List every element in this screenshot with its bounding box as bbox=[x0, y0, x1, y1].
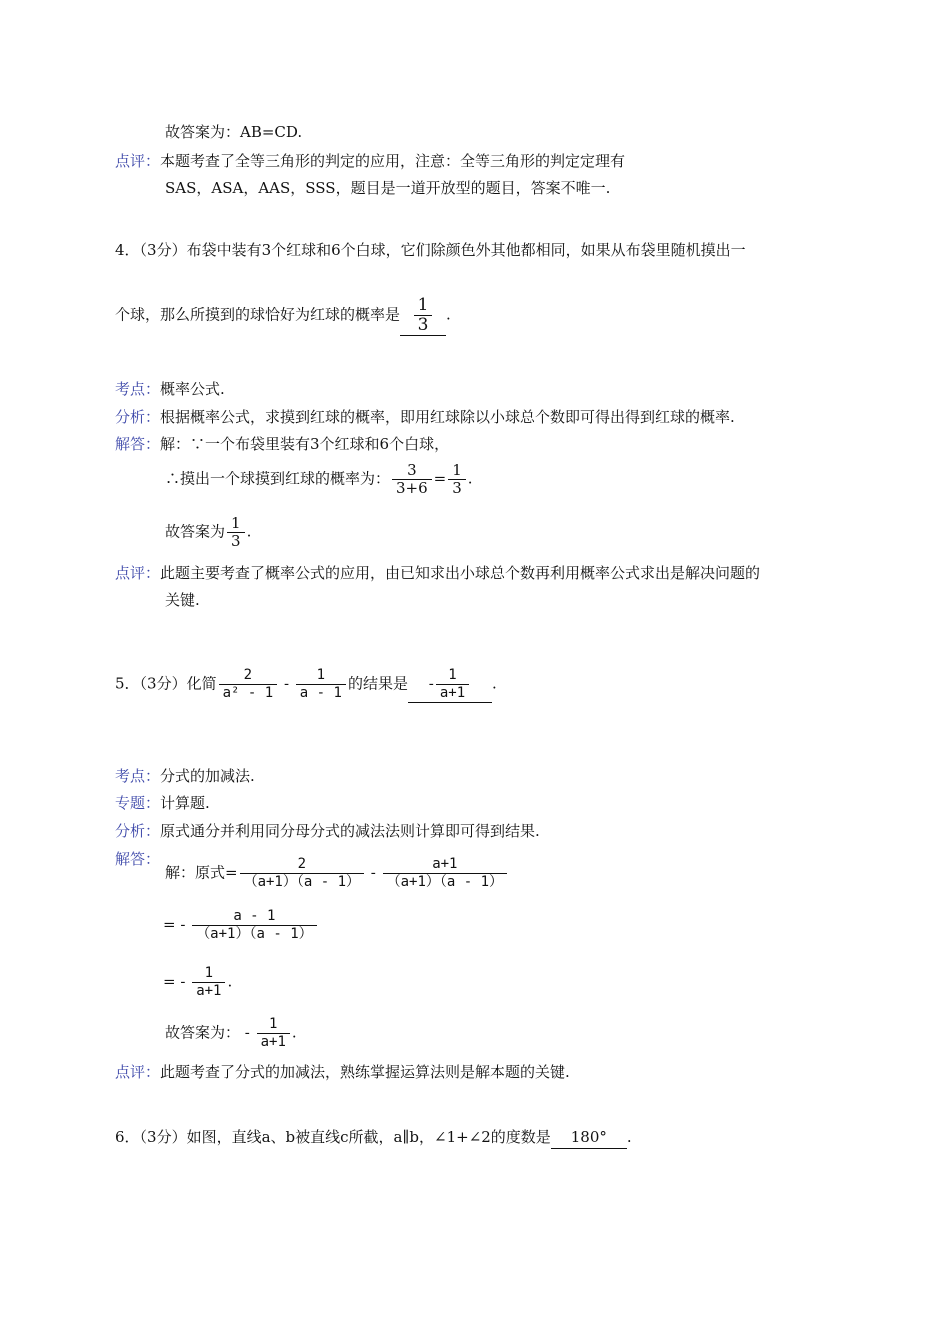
q5-ans2-den: a+1 bbox=[257, 1033, 290, 1051]
jieda-text: 解：∵一个布袋里装有3个红球和6个白球， bbox=[160, 435, 450, 453]
q5-fraction-a bbox=[219, 667, 278, 702]
q4-answer-fraction bbox=[414, 296, 433, 335]
q5-answer-blank bbox=[408, 667, 492, 703]
q5-jieda-label: 解答： bbox=[115, 850, 161, 868]
q4-kaodian bbox=[115, 378, 225, 400]
q4-f2-num: 1 bbox=[452, 461, 462, 479]
q4-ans-num: 1 bbox=[417, 295, 429, 315]
comment-text: 本题考查了全等三角形的判定的应用，注意：全等三角形的判定定理有 bbox=[160, 152, 626, 170]
q5-s1-b-num: a+1 bbox=[432, 856, 458, 872]
q5-fenxi bbox=[115, 820, 540, 842]
q6-question bbox=[115, 1126, 632, 1149]
q5-dianping bbox=[115, 1061, 570, 1083]
q5-a-den: a² - 1 bbox=[219, 684, 278, 702]
q5-minus: - bbox=[279, 674, 294, 693]
q5-prefix: 5．（3分）化简 bbox=[115, 674, 217, 693]
q5-s3-fraction bbox=[192, 965, 225, 1000]
q5-ans-den: a+1 bbox=[436, 684, 469, 702]
q6-text: 6．（3分）如图，直线a、b被直线c所截，a∥b，∠1+∠2的度数是 bbox=[115, 1128, 551, 1146]
kaodian-label: 考点： bbox=[115, 380, 161, 398]
q5-fraction-b bbox=[296, 667, 346, 702]
q5-s2-den: （a+1）（a - 1） bbox=[192, 925, 316, 943]
prev-answer: 故答案为：AB=CD. bbox=[165, 123, 303, 141]
q5-dianping-label: 点评： bbox=[115, 1063, 161, 1081]
q5-s1-a-den: （a+1）（a - 1） bbox=[240, 873, 364, 891]
q5-step1 bbox=[165, 856, 509, 891]
q4-answer2-fraction bbox=[227, 515, 245, 550]
q5-ans2-num: 1 bbox=[269, 1016, 278, 1032]
q5-ans-sign: - bbox=[428, 674, 434, 693]
q5-zhuanti-text: 计算题. bbox=[160, 794, 210, 812]
q4-ans2-den: 3 bbox=[227, 532, 245, 550]
q5-step3 bbox=[163, 965, 232, 1000]
dianping-text: 此题主要考查了概率公式的应用，由已知求出小球总个数再利用概率公式求出是解决问题的 bbox=[160, 564, 761, 582]
q5-answer2-fraction bbox=[257, 1016, 290, 1051]
q4-line2 bbox=[115, 296, 451, 336]
q5-zhuanti bbox=[115, 792, 210, 814]
q5-zhuanti-label: 专题： bbox=[115, 794, 161, 812]
q5-ans2-end: . bbox=[291, 1023, 297, 1042]
q5-answer-line bbox=[165, 1016, 297, 1051]
q4-ans2-num: 1 bbox=[231, 514, 241, 532]
q4-dianping-line2: 关键. bbox=[165, 591, 200, 609]
q4-answer-text: 故答案为 bbox=[165, 522, 226, 541]
q4-line1: 4．（3分）布袋中装有3个红球和6个白球，它们除颜色外其他都相同，如果从布袋里随机摸出一 bbox=[115, 241, 746, 259]
fenxi-label: 分析： bbox=[115, 408, 161, 426]
q4-eq: = bbox=[433, 469, 447, 488]
q5-answer-text: 故答案为： - bbox=[165, 1023, 255, 1042]
q4-dianping bbox=[115, 562, 760, 584]
q4-f1-den: 3+6 bbox=[392, 479, 432, 497]
q5-b-den: a - 1 bbox=[296, 684, 346, 702]
q5-s1-a-num: 2 bbox=[297, 856, 307, 872]
q4-jieda-line2 bbox=[165, 462, 473, 497]
q6-answer: 180° bbox=[570, 1128, 607, 1146]
q5-s1-b-den: （a+1）（a - 1） bbox=[383, 873, 507, 891]
q5-kaodian bbox=[115, 765, 255, 787]
q5-s2-num: a - 1 bbox=[233, 908, 276, 924]
q5-s1-minus: - bbox=[366, 863, 381, 882]
q4-jieda2-text: ∴摸出一个球摸到红球的概率为： bbox=[165, 469, 391, 488]
q4-end: . bbox=[446, 305, 451, 324]
q4-ans-den: 3 bbox=[414, 315, 433, 335]
q5-ans-num: 1 bbox=[448, 667, 457, 683]
q4-answer-line bbox=[165, 515, 251, 550]
q5-step2 bbox=[163, 908, 319, 943]
q5-question bbox=[115, 667, 497, 703]
q5-s3-num: 1 bbox=[204, 965, 214, 981]
q5-s2-prefix: = - bbox=[163, 915, 191, 934]
prev-comment bbox=[115, 150, 625, 172]
q4-fenxi bbox=[115, 406, 735, 428]
q5-answer-fraction bbox=[436, 667, 469, 702]
q5-s1-fraction-a bbox=[240, 856, 364, 891]
dianping-label: 点评： bbox=[115, 564, 161, 582]
kaodian-text: 概率公式. bbox=[160, 380, 225, 398]
q5-dianping-text: 此题考查了分式的加减法，熟练掌握运算法则是解本题的关键. bbox=[160, 1063, 570, 1081]
q6-end: . bbox=[626, 1128, 632, 1146]
q5-a-num: 2 bbox=[243, 667, 253, 683]
q4-answer-blank bbox=[400, 296, 446, 336]
q4-fraction-3-over-9 bbox=[392, 462, 432, 497]
q5-s3-end: . bbox=[227, 972, 233, 991]
q5-s3-prefix: = - bbox=[163, 972, 191, 991]
q5-kaodian-label: 考点： bbox=[115, 767, 161, 785]
q5-b-num: 1 bbox=[316, 667, 326, 683]
q4-question-text: 个球，那么所摸到的球恰好为红球的概率是 bbox=[115, 305, 401, 324]
q5-mid: 的结果是 bbox=[347, 674, 408, 693]
q5-s1-prefix: 解：原式= bbox=[165, 863, 238, 882]
q5-kaodian-text: 分式的加减法. bbox=[160, 767, 255, 785]
q4-dot: . bbox=[467, 469, 473, 488]
jieda-label: 解答： bbox=[115, 435, 161, 453]
q5-jieda bbox=[115, 848, 160, 870]
q4-f2-den: 3 bbox=[448, 479, 466, 497]
q4-f1-num: 3 bbox=[407, 461, 417, 479]
q6-answer-blank bbox=[551, 1126, 627, 1149]
q4-jieda bbox=[115, 433, 449, 455]
comment-label: 点评： bbox=[115, 152, 161, 170]
prev-comment-line2: SAS，ASA，AAS，SSS，题目是一道开放型的题目，答案不唯一. bbox=[165, 179, 611, 197]
fenxi-text: 根据概率公式，求摸到红球的概率，即用红球除以小球总个数即可得出得到红球的概率. bbox=[160, 408, 735, 426]
q5-s1-fraction-b bbox=[383, 856, 507, 891]
q4-fraction-1-over-3 bbox=[448, 462, 466, 497]
q5-s3-den: a+1 bbox=[192, 982, 225, 1000]
q5-end: . bbox=[491, 674, 497, 693]
q4-ans2-end: . bbox=[246, 522, 252, 541]
q5-fenxi-text: 原式通分并利用同分母分式的减法法则计算即可得到结果. bbox=[160, 822, 540, 840]
q5-s2-fraction bbox=[192, 908, 316, 943]
q5-fenxi-label: 分析： bbox=[115, 822, 161, 840]
